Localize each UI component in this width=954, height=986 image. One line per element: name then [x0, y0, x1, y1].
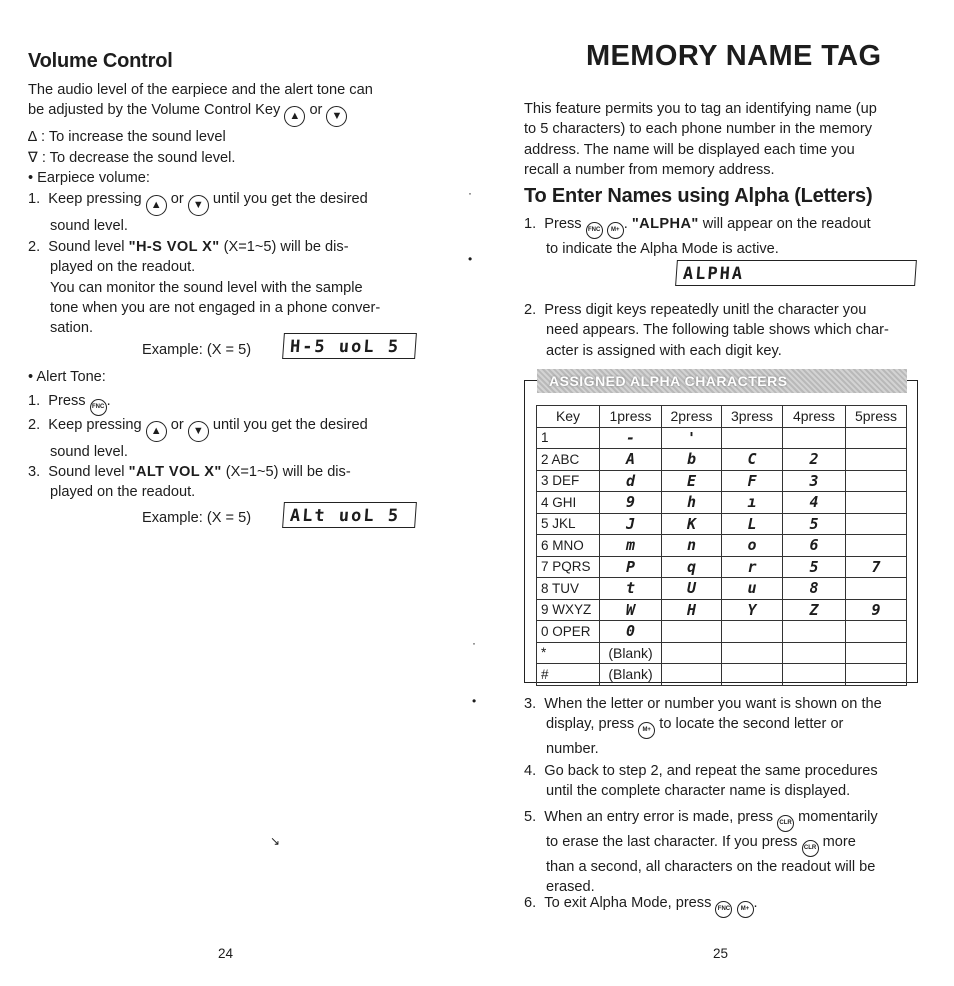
table-row: [537, 513, 907, 535]
column-header: 3press: [722, 406, 783, 428]
alpha-step-1: [524, 214, 924, 259]
character-cell: [662, 642, 722, 664]
page-number: 25: [713, 946, 729, 961]
alert-step-3: [28, 462, 423, 503]
step-number: 1.: [28, 191, 41, 207]
volume-up-key-icon: ▲: [146, 195, 167, 216]
character-cell: F: [722, 470, 783, 492]
volume-control-heading: Volume Control: [28, 50, 173, 72]
table-row: [537, 492, 907, 514]
table-row: [537, 642, 907, 664]
character-cell: L: [722, 513, 783, 535]
character-cell: d: [600, 470, 662, 492]
text: will appear on the readout: [702, 216, 871, 232]
volume-down-key-icon: ▼: [188, 421, 209, 442]
readout-text: "ALPHA": [631, 216, 699, 232]
character-cell: [722, 621, 783, 643]
step-number: 3.: [524, 696, 537, 712]
column-header: Key: [537, 406, 600, 428]
key-cell: 7 PQRS: [537, 556, 600, 578]
lcd-readout-alpha: ALPHA: [675, 260, 917, 286]
enter-names-subheading: To Enter Names using Alpha (Letters): [524, 185, 873, 207]
text: Sound level: [48, 464, 125, 480]
text: until you get the desired: [212, 417, 368, 433]
alpha-characters-box: [524, 373, 918, 683]
text-line: acter is assigned with each digit key.: [546, 342, 782, 359]
print-mark: •: [468, 252, 473, 266]
character-cell: 6: [783, 535, 846, 557]
alpha-step-2: [524, 300, 924, 361]
text-line: [524, 300, 924, 320]
key-cell: 4 GHI: [537, 492, 600, 514]
character-cell: n: [662, 535, 722, 557]
text-line: tone when you are not engaged in a phone conver-: [50, 299, 381, 316]
table-row: [537, 664, 907, 686]
alert-bullet: • Alert Tone:: [28, 369, 106, 385]
text-line: need appears. The following table shows which char-: [546, 322, 889, 339]
print-mark: ·: [472, 636, 476, 650]
text-line: erased.: [546, 879, 595, 896]
mplus-key-icon: M+: [737, 901, 754, 918]
text: Press: [544, 216, 582, 232]
text-line: [524, 714, 924, 739]
text: Sound level: [48, 239, 125, 255]
text-line: until the complete character name is displayed.: [546, 783, 851, 800]
text-line: address. The name will be displayed each time you: [524, 141, 855, 158]
step-number: 1.: [524, 216, 537, 232]
text-line: [524, 761, 924, 781]
example-label: Example: (X = 5): [142, 510, 252, 526]
character-cell: [846, 427, 907, 449]
character-cell: [722, 642, 783, 664]
text: Go back to step 2, and repeat the same procedures: [544, 763, 878, 779]
text: (X=1~5) will be dis-: [225, 464, 351, 480]
text-line: [28, 189, 423, 216]
key-cell: #: [537, 664, 600, 686]
character-cell: K: [662, 513, 722, 535]
step-number: 2.: [524, 302, 537, 318]
table-row: [537, 578, 907, 600]
text-line: ∆ : To increase the sound level: [28, 129, 226, 146]
character-cell: [662, 664, 722, 686]
character-cell: [846, 449, 907, 471]
text: to locate the second letter or: [659, 716, 844, 733]
step-number: 5.: [524, 809, 537, 825]
text-line: than a second, all characters on the readout will be: [546, 859, 876, 875]
character-cell: [783, 427, 846, 449]
fnc-key-icon: FNC: [90, 399, 107, 416]
table-title-banner: ASSIGNED ALPHA CHARACTERS: [537, 369, 907, 393]
character-cell: [722, 664, 783, 686]
text: Keep pressing: [48, 417, 142, 433]
character-cell: J: [600, 513, 662, 535]
character-cell: H: [662, 599, 722, 621]
text-line: sation.: [50, 320, 93, 337]
character-cell: 8: [783, 578, 846, 600]
alpha-step-6: 6. To exit Alpha Mode, press FNC M+ .: [524, 893, 758, 918]
column-header: 5press: [846, 406, 907, 428]
key-cell: 3 DEF: [537, 470, 600, 492]
character-cell: ı: [722, 492, 783, 514]
character-cell: 9: [846, 599, 907, 621]
text: When an entry error is made, press: [544, 809, 774, 825]
text-line: number.: [546, 741, 599, 758]
alpha-step-4: [524, 761, 924, 802]
step-number: 4.: [524, 763, 537, 779]
clr-key-icon: CLR: [777, 815, 794, 832]
character-cell: t: [600, 578, 662, 600]
text-line: [28, 462, 423, 482]
step-number: 2.: [28, 239, 41, 255]
step-number: 6.: [524, 895, 537, 911]
text: When the letter or number you want is shown on the: [544, 696, 882, 712]
key-cell: 2 ABC: [537, 449, 600, 471]
lcd-readout-hs-vol: H-5 uoL 5: [282, 333, 417, 359]
table-header-row: [537, 406, 907, 428]
character-cell: [783, 664, 846, 686]
character-cell: (Blank): [600, 642, 662, 664]
earpiece-step-1: [28, 189, 423, 236]
table-row: [537, 470, 907, 492]
print-mark: ↘: [270, 834, 281, 848]
page-number: 24: [218, 946, 234, 961]
print-mark: ·: [468, 186, 472, 200]
character-cell: u: [722, 578, 783, 600]
character-cell: [846, 664, 907, 686]
character-cell: W: [600, 599, 662, 621]
character-cell: Y: [722, 599, 783, 621]
lcd-readout-alt-vol: ALt uoL 5: [282, 502, 417, 528]
key-cell: 5 JKL: [537, 513, 600, 535]
volume-down-key-icon: ▼: [188, 195, 209, 216]
alert-step-2: [28, 415, 423, 462]
step-number: 3.: [28, 464, 41, 480]
text-line: [28, 415, 423, 442]
character-cell: r: [722, 556, 783, 578]
text: To exit Alpha Mode, press: [544, 895, 712, 911]
text-line: to indicate the Alpha Mode is active.: [546, 241, 779, 257]
mplus-key-icon: M+: [607, 222, 624, 239]
text-line: [524, 807, 924, 832]
column-header: 1press: [600, 406, 662, 428]
table-row: [537, 599, 907, 621]
fnc-key-icon: FNC: [715, 901, 732, 918]
character-cell: C: [722, 449, 783, 471]
character-cell: [846, 621, 907, 643]
key-cell: 8 TUV: [537, 578, 600, 600]
character-cell: P: [600, 556, 662, 578]
alpha-step-5: [524, 807, 924, 898]
text-line: [28, 100, 428, 127]
text: display, press: [546, 716, 635, 733]
character-cell: A: [600, 449, 662, 471]
table-row: [537, 449, 907, 471]
text-line: [524, 694, 924, 714]
key-cell: 9 WXYZ: [537, 599, 600, 621]
character-cell: 2: [783, 449, 846, 471]
text: until you get the desired: [212, 191, 368, 207]
text: or: [170, 191, 184, 207]
character-cell: [662, 621, 722, 643]
character-cell: [846, 492, 907, 514]
print-mark: •: [472, 694, 477, 708]
text: more: [822, 834, 856, 850]
text: or: [170, 417, 184, 433]
text: to erase the last character. If you press: [546, 834, 798, 850]
character-cell: 3: [783, 470, 846, 492]
character-cell: ': [662, 427, 722, 449]
alert-step-1: 1. Press FNC .: [28, 391, 111, 416]
text-line: This feature permits you to tag an identifying name (up: [524, 101, 877, 117]
example-label: Example: (X = 5): [142, 342, 252, 358]
volume-down-key-icon: ▼: [326, 106, 347, 127]
character-cell: [846, 513, 907, 535]
text: Press digit keys repeatedly unitl the character you: [544, 302, 867, 318]
text: (X=1~5) will be dis-: [223, 239, 349, 255]
text: Keep pressing: [48, 191, 142, 207]
character-cell: Z: [783, 599, 846, 621]
text-line: ∇ : To decrease the sound level.: [28, 149, 236, 166]
clr-key-icon: CLR: [802, 840, 819, 857]
column-header: 4press: [783, 406, 846, 428]
volume-intro: [28, 80, 428, 168]
text-line: 1. Press FNC M+ . "ALPHA" will appear on the readout: [524, 214, 924, 239]
character-cell: 0: [600, 621, 662, 643]
table-row: [537, 621, 907, 643]
character-cell: m: [600, 535, 662, 557]
column-header: 2press: [662, 406, 722, 428]
character-cell: 5: [783, 556, 846, 578]
character-cell: 9: [600, 492, 662, 514]
text: Press: [48, 393, 86, 409]
text-line: [28, 237, 423, 257]
volume-up-key-icon: ▲: [146, 421, 167, 442]
text-line: [524, 832, 924, 857]
table-row: [537, 427, 907, 449]
text-line: You can monitor the sound level with the sample: [50, 279, 363, 296]
alpha-characters-table: [536, 405, 907, 686]
character-cell: E: [662, 470, 722, 492]
key-cell: 0 OPER: [537, 621, 600, 643]
table-row: [537, 535, 907, 557]
key-cell: 6 MNO: [537, 535, 600, 557]
memory-intro: [524, 99, 924, 180]
key-cell: *: [537, 642, 600, 664]
text-line: The audio level of the earpiece and the alert tone can: [28, 82, 373, 98]
key-cell: 1: [537, 427, 600, 449]
volume-up-key-icon: ▲: [284, 106, 305, 127]
character-cell: [846, 578, 907, 600]
memory-name-tag-heading: MEMORY NAME TAG: [586, 40, 882, 72]
character-cell: 4: [783, 492, 846, 514]
text: momentarily: [798, 809, 878, 825]
step-number: 2.: [28, 417, 41, 433]
character-cell: b: [662, 449, 722, 471]
character-cell: [783, 642, 846, 664]
readout-text: "ALT VOL X": [128, 464, 222, 480]
character-cell: (Blank): [600, 664, 662, 686]
character-cell: q: [662, 556, 722, 578]
character-cell: o: [722, 535, 783, 557]
earpiece-bullet: • Earpiece volume:: [28, 170, 150, 186]
text: be adjusted by the Volume Control Key: [28, 102, 281, 119]
character-cell: 7: [846, 556, 907, 578]
table-row: [537, 556, 907, 578]
mplus-key-icon: M+: [638, 722, 655, 739]
character-cell: 5: [783, 513, 846, 535]
text-line: sound level.: [50, 218, 128, 234]
readout-text: "H-S VOL X": [128, 239, 220, 255]
step-number: 1.: [28, 393, 41, 409]
character-cell: U: [662, 578, 722, 600]
alpha-step-3: [524, 694, 924, 760]
character-cell: -: [600, 427, 662, 449]
text-line: to 5 characters) to each phone number in the memory: [524, 121, 872, 138]
text-line: recall a number from memory address.: [524, 161, 775, 178]
fnc-key-icon: FNC: [586, 222, 603, 239]
character-cell: [846, 470, 907, 492]
text: or: [309, 102, 323, 119]
character-cell: [846, 642, 907, 664]
text-line: played on the readout.: [50, 259, 196, 276]
character-cell: h: [662, 492, 722, 514]
text-line: played on the readout.: [50, 484, 196, 501]
character-cell: [722, 427, 783, 449]
earpiece-step-2: [28, 237, 423, 338]
text-line: sound level.: [50, 444, 128, 460]
character-cell: [846, 535, 907, 557]
character-cell: [783, 621, 846, 643]
